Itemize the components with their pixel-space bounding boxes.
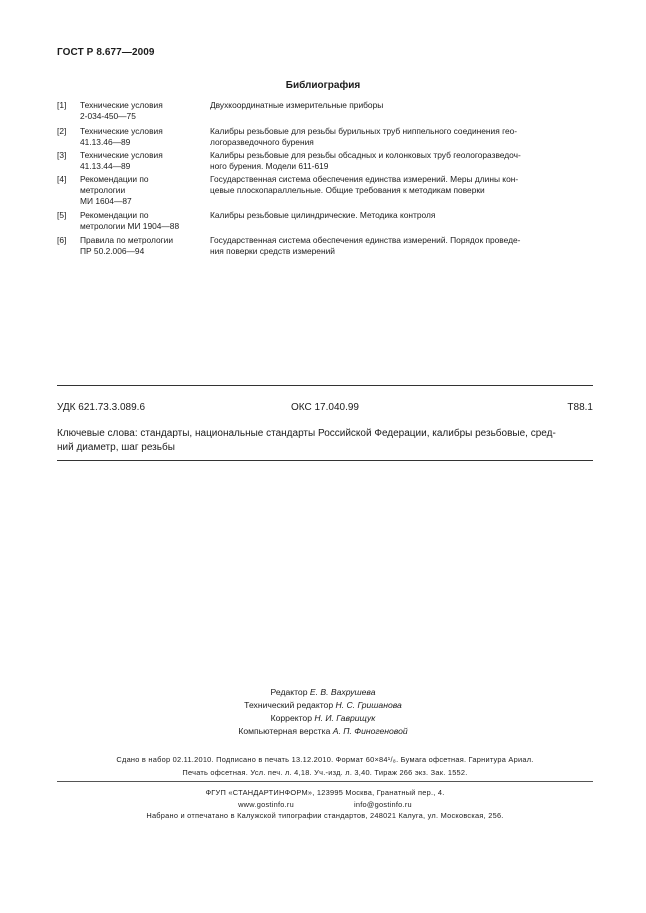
entry-title: Калибры резьбовые для резьбы бурильных труб ниппельного соединения гео- логоразведочного бурения [210,126,518,148]
entry-title: Калибры резьбовые для резьбы обсадных и колонковых труб геологоразведоч- ного бурения. Модели 611-619 [210,150,521,172]
entry-document: Технические условия 2-034-450—75 [80,100,163,122]
entry-title: Государственная система обеспечения единства измерений. Порядок проведе- ния поверки средств измерений [210,235,521,257]
publisher-website: www.gostinfo.ru [238,799,294,809]
publisher-printer: Набрано и отпечатано в Калужской типографии стандартов, 248021 Калуга, ул. Московская, 256. [146,811,504,820]
entry-title: Калибры резьбовые цилиндрические. Методика контроля [210,210,436,220]
entry-title: Двухкоординатные измерительные приборы [210,100,384,110]
udk-code: УДК 621.73.3.089.6 [57,402,146,413]
entry-number: [5] [57,210,67,220]
credit-technical-editor: Технический редактор Н. С. Гришанова [244,700,402,710]
entry-title: Государственная система обеспечения единства измерений. Меры длины кон- цевые плоскопараллельные. Общие требования к методикам поверки [210,174,519,196]
publisher-address: ФГУП «СТАНДАРТИНФОРМ», 123995 Москва, Гранатный пер., 4. [205,788,445,797]
publisher-email: info@gostinfo.ru [353,799,412,809]
imprint-line: Печать офсетная. Усл. печ. л. 4,18. Уч.-изд. л. 3,40. Тираж 266 экз. Зак. 1552. [182,768,468,777]
bibliography-title: Библиография [285,80,361,91]
entry-document: Рекомендации по метрологии МИ 1604—87 [80,174,149,207]
oks-code: ОКС 17.040.99 [291,402,359,413]
credit-layout: Компьютерная верстка А. П. Финогеновой [238,726,408,736]
credits [0,686,646,738]
entry-number: [3] [57,150,67,160]
divider-bottom [57,460,593,461]
imprint-line: Сдано в набор 02.11.2010. Подписано в печать 13.12.2010. Формат 60×84¹/₈. Бумага офсетная. Гарнитура Ариал. [116,755,534,764]
entry-document: Правила по метрологии ПР 50.2.006—94 [80,235,174,257]
entry-document: Рекомендации по метрологии МИ 1904—88 [80,210,180,232]
entry-document: Технические условия 41.13.46—89 [80,126,163,148]
entry-number: [1] [57,100,67,110]
publisher-contacts [57,799,593,811]
page-header: ГОСТ Р 8.677—2009 [57,47,155,58]
keywords: Ключевые слова: стандарты, национальные стандарты Российской Федерации, калибры резьбовые, сред- ний диаметр, шаг резьбы [57,428,556,453]
entry-number: [4] [57,174,67,184]
entry-document: Технические условия 41.13.44—89 [80,150,163,172]
credit-proofreader: Корректор Н. И. Гаврищук [270,713,376,723]
imprint [57,753,593,779]
entry-number: [6] [57,235,67,245]
divider-top [57,385,593,386]
divider-imprint [57,781,593,782]
publisher-info [57,787,593,822]
entry-number: [2] [57,126,67,136]
credit-editor: Редактор Е. В. Вахрушева [270,687,376,697]
category-code: Т88.1 [567,402,593,413]
